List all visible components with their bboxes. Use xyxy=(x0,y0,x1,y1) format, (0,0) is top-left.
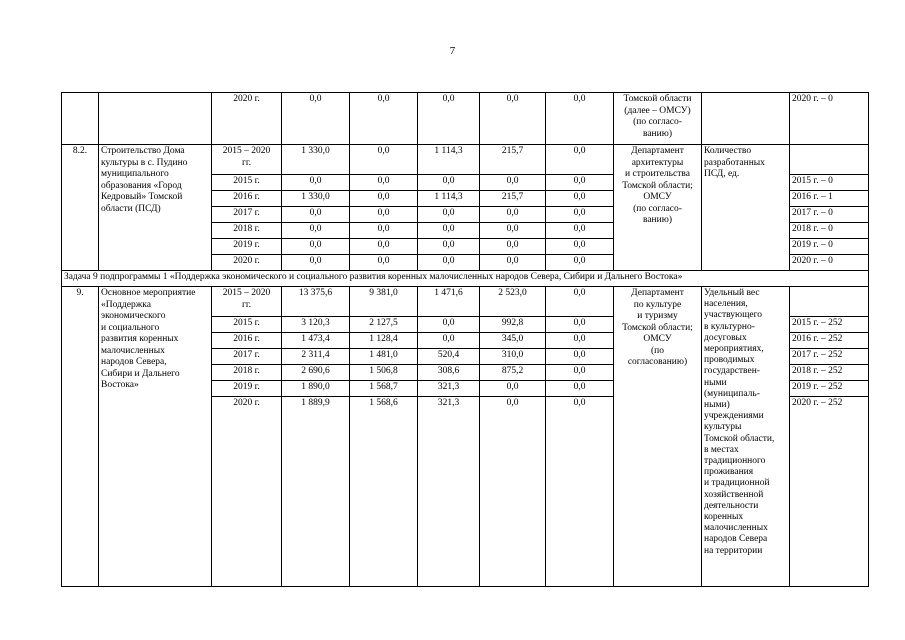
value-cell: 0,0 xyxy=(418,239,480,255)
value-cell: 0,0 xyxy=(546,239,614,255)
target-cell: 2016 г. – 1 xyxy=(790,191,869,207)
value-cell: 0,0 xyxy=(546,255,614,271)
target-cell: 2018 г. – 252 xyxy=(790,365,869,381)
value-cell: 0,0 xyxy=(418,93,480,145)
value-cell: 345,0 xyxy=(480,333,546,349)
value-cell: 0,0 xyxy=(546,333,614,349)
target-cell xyxy=(790,145,869,175)
value-cell: 1 330,0 xyxy=(282,145,350,175)
value-cell: 0,0 xyxy=(546,93,614,145)
page-number: 7 xyxy=(449,45,456,57)
indicator-cell: Удельный вес населения, участвующего в культурно- досуговых мероприятиях, проводимых государствен- ными (муниципаль- ными) учреждениями культуры Томской области, в местах традиционного проживания и традиционной хозяйственной деятельности коренных малочисленных народов Севера на территории xyxy=(702,287,790,587)
value-cell: 1 114,3 xyxy=(418,191,480,207)
year-cell: 2017 г. xyxy=(212,207,282,223)
year-cell: 2020 г. xyxy=(212,397,282,587)
value-cell: 13 375,6 xyxy=(282,287,350,317)
value-cell: 0,0 xyxy=(480,223,546,239)
item-name-cell xyxy=(99,93,212,145)
value-cell: 0,0 xyxy=(546,365,614,381)
target-cell: 2020 г. – 0 xyxy=(790,93,869,145)
target-cell: 2017 г. – 0 xyxy=(790,207,869,223)
item-number-cell: 9. xyxy=(62,287,99,587)
target-cell: 2016 г. – 252 xyxy=(790,333,869,349)
value-cell: 1 330,0 xyxy=(282,191,350,207)
value-cell: 0,0 xyxy=(546,317,614,333)
value-cell: 2 311,4 xyxy=(282,349,350,365)
value-cell: 0,0 xyxy=(282,93,350,145)
indicator-cell: Количество разработанных ПСД, ед. xyxy=(702,145,790,271)
value-cell: 0,0 xyxy=(350,207,418,223)
value-cell: 0,0 xyxy=(418,255,480,271)
item-number-cell: 8.2. xyxy=(62,145,99,271)
value-cell: 215,7 xyxy=(480,145,546,175)
value-cell: 0,0 xyxy=(546,191,614,207)
value-cell: 0,0 xyxy=(350,239,418,255)
item-name-cell: Основное мероприятие «Поддержка экономического и социального развития коренных малочисленных народов Севера, Сибири и Дальнего Востока» xyxy=(99,287,212,587)
value-cell: 0,0 xyxy=(282,207,350,223)
value-cell: 0,0 xyxy=(350,93,418,145)
value-cell: 0,0 xyxy=(350,191,418,207)
value-cell: 215,7 xyxy=(480,191,546,207)
value-cell: 875,2 xyxy=(480,365,546,381)
value-cell: 310,0 xyxy=(480,349,546,365)
value-cell: 2 690,6 xyxy=(282,365,350,381)
year-cell: 2019 г. xyxy=(212,239,282,255)
year-cell: 2020 г. xyxy=(212,93,282,145)
value-cell: 0,0 xyxy=(480,207,546,223)
table-row xyxy=(62,145,869,175)
value-cell: 1 568,6 xyxy=(350,397,418,587)
value-cell: 0,0 xyxy=(546,287,614,317)
value-cell: 1 890,0 xyxy=(282,381,350,397)
target-cell: 2020 г. – 0 xyxy=(790,255,869,271)
target-cell: 2020 г. – 252 xyxy=(790,397,869,587)
value-cell: 0,0 xyxy=(282,175,350,191)
value-cell: 0,0 xyxy=(546,381,614,397)
value-cell: 0,0 xyxy=(282,223,350,239)
task-heading: Задача 9 подпрограммы 1 «Поддержка экономического и социального развития коренных малочисленных народов Севера, Сибири и Дальнего Востока» xyxy=(62,271,869,287)
value-cell: 0,0 xyxy=(480,381,546,397)
indicator-cell xyxy=(702,93,790,145)
value-cell: 0,0 xyxy=(480,175,546,191)
executor-cell: Департамент по культуре и туризму Томской области; ОМСУ (по согласованию) xyxy=(614,287,702,587)
target-cell: 2019 г. – 0 xyxy=(790,239,869,255)
value-cell: 1 889,9 xyxy=(282,397,350,587)
value-cell: 0,0 xyxy=(350,255,418,271)
value-cell: 0,0 xyxy=(480,397,546,587)
executor-cell: Департамент архитектуры и строительства Томской области; ОМСУ (по согласо- ванию) xyxy=(614,145,702,271)
value-cell: 0,0 xyxy=(480,239,546,255)
table-row xyxy=(62,93,869,145)
item-number-cell xyxy=(62,93,99,145)
value-cell: 1 506,8 xyxy=(350,365,418,381)
value-cell: 321,3 xyxy=(418,381,480,397)
value-cell: 0,0 xyxy=(350,223,418,239)
value-cell: 0,0 xyxy=(546,349,614,365)
value-cell: 0,0 xyxy=(546,397,614,587)
value-cell: 2 523,0 xyxy=(480,287,546,317)
item-name-cell: Строительство Дома культуры в с. Пудино муниципального образования «Город Кедровый» Томской области (ПСД) xyxy=(99,145,212,271)
value-cell: 1 128,4 xyxy=(350,333,418,349)
target-cell: 2019 г. – 252 xyxy=(790,381,869,397)
table-row xyxy=(62,287,869,317)
value-cell: 308,6 xyxy=(418,365,480,381)
target-cell: 2015 г. – 252 xyxy=(790,317,869,333)
value-cell: 1 471,6 xyxy=(418,287,480,317)
value-cell: 3 120,3 xyxy=(282,317,350,333)
value-cell: 0,0 xyxy=(480,255,546,271)
value-cell: 321,3 xyxy=(418,397,480,587)
target-cell xyxy=(790,287,869,317)
year-cell: 2015 – 2020 гг. xyxy=(212,145,282,175)
value-cell: 1 481,0 xyxy=(350,349,418,365)
value-cell: 0,0 xyxy=(546,145,614,175)
value-cell: 0,0 xyxy=(480,93,546,145)
year-cell: 2016 г. xyxy=(212,333,282,349)
value-cell: 0,0 xyxy=(350,145,418,175)
year-cell: 2019 г. xyxy=(212,381,282,397)
value-cell: 2 127,5 xyxy=(350,317,418,333)
target-cell: 2018 г. – 0 xyxy=(790,223,869,239)
value-cell: 992,8 xyxy=(480,317,546,333)
program-activities-table xyxy=(61,92,869,587)
value-cell: 1 568,7 xyxy=(350,381,418,397)
value-cell: 1 114,3 xyxy=(418,145,480,175)
year-cell: 2018 г. xyxy=(212,223,282,239)
value-cell: 0,0 xyxy=(546,175,614,191)
year-cell: 2015 г. xyxy=(212,317,282,333)
target-cell: 2017 г. – 252 xyxy=(790,349,869,365)
value-cell: 0,0 xyxy=(418,175,480,191)
value-cell: 0,0 xyxy=(418,333,480,349)
value-cell: 0,0 xyxy=(282,239,350,255)
value-cell: 0,0 xyxy=(546,223,614,239)
value-cell: 9 381,0 xyxy=(350,287,418,317)
value-cell: 520,4 xyxy=(418,349,480,365)
year-cell: 2015 – 2020 гг. xyxy=(212,287,282,317)
value-cell: 0,0 xyxy=(418,317,480,333)
value-cell: 0,0 xyxy=(350,175,418,191)
value-cell: 1 473,4 xyxy=(282,333,350,349)
year-cell: 2016 г. xyxy=(212,191,282,207)
value-cell: 0,0 xyxy=(418,207,480,223)
value-cell: 0,0 xyxy=(282,255,350,271)
year-cell: 2015 г. xyxy=(212,175,282,191)
year-cell: 2017 г. xyxy=(212,349,282,365)
value-cell: 0,0 xyxy=(546,207,614,223)
table-row xyxy=(62,271,869,287)
year-cell: 2020 г. xyxy=(212,255,282,271)
value-cell: 0,0 xyxy=(418,223,480,239)
target-cell: 2015 г. – 0 xyxy=(790,175,869,191)
year-cell: 2018 г. xyxy=(212,365,282,381)
executor-cell: Томской области (далее – ОМСУ) (по согласо- ванию) xyxy=(614,93,702,145)
